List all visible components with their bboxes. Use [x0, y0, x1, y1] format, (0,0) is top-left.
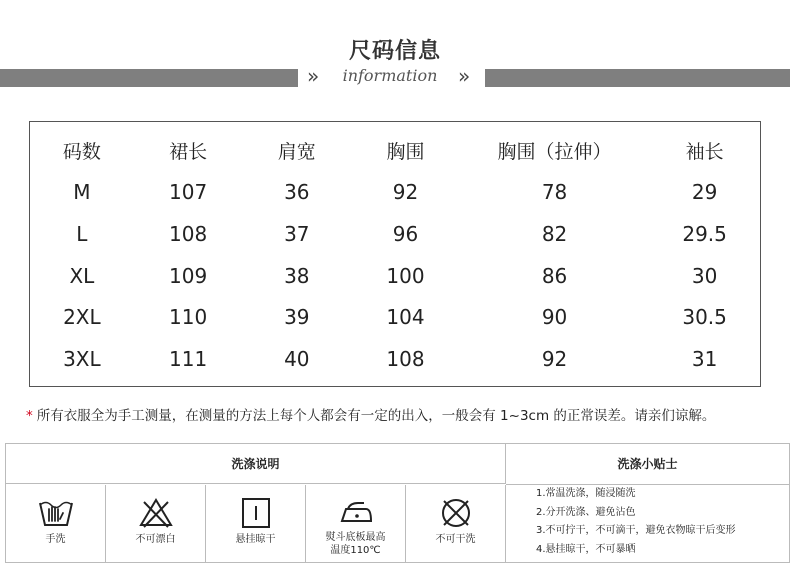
chevron-right-icon: »: [307, 64, 320, 88]
table-cell: 107: [169, 180, 208, 205]
table-cell: 90: [541, 305, 568, 330]
care-tips-list: [536, 485, 736, 559]
care-label: 悬挂晾干: [235, 534, 276, 545]
care-instructions-title: 洗涤说明: [6, 444, 506, 484]
chevron-right-icon: »: [458, 64, 471, 88]
table-cell: 100: [386, 263, 425, 288]
table-row: [30, 213, 760, 255]
table-cell: 104: [386, 305, 425, 330]
care-label: 手洗: [45, 534, 66, 545]
table-cell: 96: [392, 221, 419, 246]
care-label-line: 温度110℃: [330, 545, 381, 556]
table-cell: 86: [541, 263, 568, 288]
table-cell: 40: [284, 346, 310, 371]
table-cell: 82: [541, 221, 568, 246]
hand-wash-icon: [38, 497, 74, 529]
care-label-line: 熨斗底板最高: [325, 532, 386, 543]
table-cell: 110: [169, 305, 208, 330]
table-cell: 29.5: [682, 221, 727, 246]
no-dry-clean-icon: [438, 497, 474, 529]
note-text: 所有衣服全为手工测量，在测量的方法上每个人都会有一定的出入，一般会有 1~3cm 的正常误差。请亲们谅解。: [36, 408, 716, 424]
care-item-hand-wash: [6, 485, 106, 562]
table-cell: 38: [284, 263, 310, 288]
table-cell: 36: [284, 180, 310, 205]
note-star: *: [26, 408, 33, 424]
table-cell: 30.5: [682, 305, 727, 330]
care-label: 不可干洗: [435, 534, 476, 545]
tip-item: 4.悬挂晾干，不可暴晒: [536, 543, 636, 555]
care-tips-title: 洗涤小贴士: [506, 444, 789, 485]
table-cell: 39: [284, 305, 310, 330]
table-row: [30, 338, 760, 380]
size-table: [30, 130, 760, 380]
table-cell: 109: [169, 263, 208, 288]
measurement-note: [26, 404, 790, 424]
table-cell: 111: [169, 346, 208, 371]
care-label: [306, 531, 405, 557]
page-title: 尺码信息: [348, 39, 441, 64]
column-header: 胸围: [386, 141, 425, 164]
care-item-iron: [306, 485, 406, 562]
column-header: 裙长: [169, 141, 208, 164]
table-cell: 92: [541, 346, 568, 371]
care-label: 不可漂白: [135, 534, 176, 545]
table-cell: XL: [69, 263, 95, 288]
header-bar-left: [0, 69, 298, 87]
care-item-hang-dry: [206, 485, 306, 562]
hang-dry-icon: [238, 497, 274, 529]
table-cell: 108: [386, 346, 425, 371]
table-cell: 3XL: [63, 346, 101, 371]
header-bar-right: [485, 69, 790, 87]
iron-icon: [338, 497, 374, 529]
care-item-no-bleach: [106, 485, 206, 562]
care-item-no-dry-clean: [406, 485, 506, 562]
page-subtitle: information: [342, 66, 438, 85]
column-header: 袖长: [685, 141, 724, 164]
table-cell: M: [73, 180, 91, 205]
table-cell: 37: [284, 221, 310, 246]
table-cell: 30: [691, 263, 718, 288]
column-header: 码数: [62, 141, 101, 164]
table-cell: L: [76, 221, 88, 246]
table-header-row: [30, 130, 760, 172]
table-row: [30, 172, 760, 214]
tip-item: 3.不可拧干，不可滴干，避免衣物晾干后变形: [536, 525, 736, 536]
table-cell: 29: [691, 180, 718, 205]
table-row: [30, 255, 760, 297]
no-bleach-icon: [138, 497, 174, 529]
size-table-box: [29, 121, 761, 387]
table-row: [30, 296, 760, 338]
table-cell: 31: [691, 346, 718, 371]
table-cell: 108: [169, 221, 208, 246]
tip-item: 1.常温洗涤，随浸随洗: [536, 488, 636, 499]
tip-item: 2.分开洗涤、避免沾色: [536, 506, 636, 518]
column-header: 肩宽: [277, 141, 316, 164]
column-header: 胸围（拉伸）: [497, 141, 612, 164]
table-cell: 92: [392, 180, 419, 205]
table-cell: 2XL: [63, 305, 101, 330]
table-cell: 78: [541, 180, 568, 205]
